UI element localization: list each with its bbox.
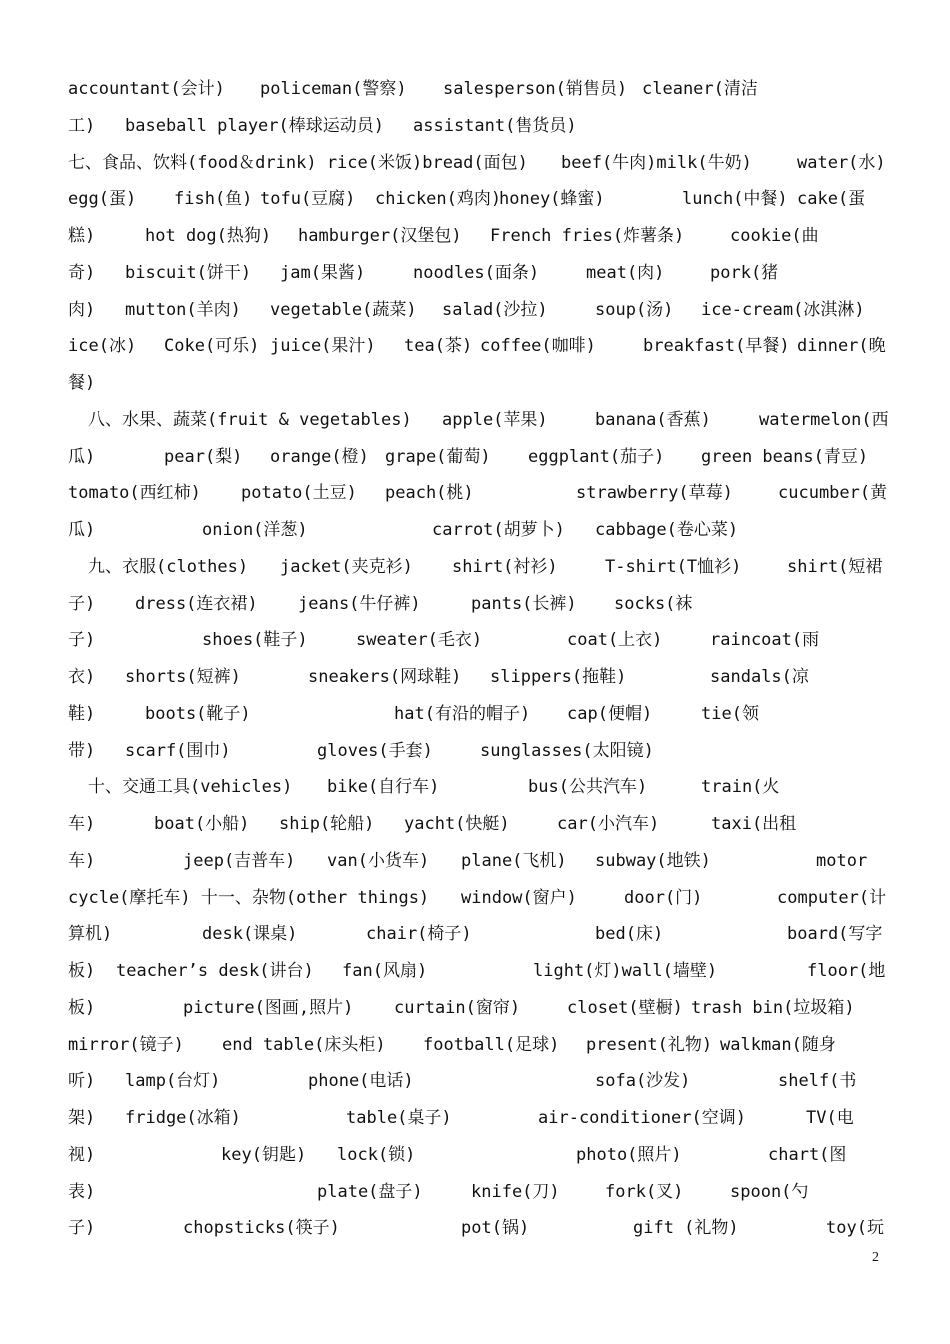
vocabulary-entry: peach(桃)	[385, 483, 474, 504]
vocabulary-entry: toy(玩	[826, 1218, 884, 1239]
vocabulary-entry: strawberry(草莓)	[576, 483, 733, 504]
vocabulary-entry: window(窗户)	[461, 887, 577, 908]
vocabulary-entry: salesperson(销售员)	[443, 79, 628, 99]
vocabulary-entry: shelf(书	[778, 1071, 857, 1092]
vocabulary-entry: scarf(围巾)	[125, 740, 231, 761]
vocabulary-entry: walkman(随身	[720, 1034, 836, 1055]
vocabulary-entry: hat(有沿的帽子)	[394, 703, 531, 724]
vocabulary-entry: lamp(台灯)	[125, 1071, 221, 1092]
vocabulary-entry: present(礼物)	[586, 1034, 713, 1055]
vocabulary-entry: boat(小船)	[154, 814, 250, 834]
vocabulary-entry: desk(课桌)	[202, 924, 298, 945]
vocabulary-entry: sneakers(网球鞋)	[308, 667, 462, 687]
vocabulary-entry: accountant(会计)	[68, 79, 225, 99]
vocabulary-entry: 九、衣服(clothes)	[88, 556, 249, 577]
vocabulary-entry: train(火	[701, 777, 780, 798]
text-line	[0, 408, 950, 436]
vocabulary-entry: dress(连衣裙)	[135, 593, 258, 614]
vocabulary-entry: 板)	[68, 961, 96, 981]
vocabulary-entry: egg(蛋)	[68, 189, 137, 210]
text-line	[0, 518, 950, 546]
vocabulary-entry: honey(蜂蜜)	[499, 189, 605, 210]
vocabulary-entry: shirt(短裙	[787, 556, 883, 577]
vocabulary-entry: 七、食品、饮料(food＆drink) rice(米饭)bread(面包)	[68, 152, 528, 173]
text-line	[0, 592, 950, 620]
vocabulary-entry: phone(电话)	[308, 1071, 414, 1092]
text-line	[0, 812, 950, 840]
vocabulary-entry: sweater(毛衣)	[356, 630, 483, 651]
text-line	[0, 702, 950, 730]
vocabulary-entry: vegetable(蔬菜)	[270, 299, 417, 320]
vocabulary-entry: soup(汤)	[595, 299, 674, 320]
vocabulary-entry: chart(图	[768, 1144, 847, 1165]
text-line	[0, 187, 950, 215]
text-line	[0, 1106, 950, 1134]
vocabulary-entry: chopsticks(筷子)	[183, 1218, 340, 1239]
text-line	[0, 996, 950, 1024]
vocabulary-entry: water(水)	[797, 152, 886, 173]
text-line	[0, 1033, 950, 1061]
text-line	[0, 665, 950, 693]
vocabulary-entry: shirt(衬衫)	[452, 556, 558, 577]
vocabulary-entry: 听)	[68, 1071, 96, 1092]
vocabulary-entry: 算机)	[68, 924, 113, 945]
vocabulary-entry: 表)	[68, 1181, 96, 1202]
vocabulary-entry: subway(地铁)	[595, 850, 711, 871]
vocabulary-entry: apple(苹果)	[442, 409, 548, 430]
vocabulary-entry: French fries(炸薯条)	[490, 226, 685, 246]
text-line	[0, 371, 950, 399]
vocabulary-entry: 十、交通工具(vehicles)	[88, 777, 293, 798]
vocabulary-entry: shoes(鞋子)	[202, 630, 308, 651]
text-line	[0, 1216, 950, 1244]
vocabulary-entry: ice-cream(冰淇淋)	[701, 299, 865, 320]
vocabulary-entry: jacket(夹克衫)	[280, 556, 413, 577]
vocabulary-entry: tea(茶)	[404, 336, 473, 357]
vocabulary-entry: 板)	[68, 997, 96, 1018]
vocabulary-entry: car(小汽车)	[557, 814, 660, 834]
vocabulary-entry: socks(袜	[614, 593, 693, 614]
vocabulary-entry: raincoat(雨	[710, 630, 820, 651]
vocabulary-entry: board(写字	[787, 924, 883, 945]
vocabulary-entry: slippers(拖鞋)	[490, 667, 627, 687]
text-line	[0, 261, 950, 289]
vocabulary-entry: 糕)	[68, 226, 96, 246]
vocabulary-entry: plane(飞机)	[461, 850, 567, 871]
vocabulary-entry: jam(果酱)	[280, 262, 366, 283]
vocabulary-entry: air-conditioner(空调)	[538, 1108, 746, 1128]
vocabulary-entry: cleaner(清洁	[642, 79, 758, 99]
vocabulary-entry: breakfast(早餐)	[643, 336, 790, 357]
vocabulary-entry: 车)	[68, 814, 96, 834]
text-line	[0, 298, 950, 326]
vocabulary-entry: photo(照片)	[576, 1144, 682, 1165]
vocabulary-entry: jeans(牛仔裤)	[298, 593, 421, 614]
vocabulary-entry: 瓜)	[68, 446, 96, 467]
vocabulary-entry: salad(沙拉)	[442, 299, 548, 320]
vocabulary-entry: end table(床头柜)	[222, 1034, 386, 1055]
text-line	[0, 775, 950, 803]
vocabulary-entry: cucumber(黄	[778, 483, 888, 504]
vocabulary-entry: coffee(咖啡)	[480, 336, 596, 357]
vocabulary-entry: shorts(短裤)	[125, 667, 241, 687]
vocabulary-entry: coat(上衣)	[567, 630, 663, 651]
vocabulary-entry: football(足球)	[423, 1034, 560, 1055]
vocabulary-entry: motor	[816, 850, 868, 871]
vocabulary-entry: trash bin(垃圾箱)	[691, 997, 855, 1018]
vocabulary-entry: orange(橙)	[270, 446, 369, 467]
vocabulary-entry: hamburger(汉堡包)	[298, 226, 462, 246]
vocabulary-entry: key(钥匙)	[221, 1144, 307, 1165]
text-line	[0, 481, 950, 509]
vocabulary-entry: van(小货车)	[327, 850, 430, 871]
vocabulary-entry: hot dog(热狗)	[145, 226, 272, 246]
vocabulary-entry: 带)	[68, 740, 96, 761]
vocabulary-entry: 肉)	[68, 299, 96, 320]
vocabulary-entry: 餐)	[68, 373, 96, 393]
text-line	[0, 1069, 950, 1097]
vocabulary-entry: pants(长裤)	[471, 593, 577, 614]
vocabulary-entry: dinner(晚	[797, 336, 886, 357]
vocabulary-entry: 子)	[68, 593, 96, 614]
vocabulary-entry: floor(地	[807, 961, 886, 981]
text-line	[0, 1143, 950, 1171]
vocabulary-entry: curtain(窗帘)	[394, 997, 521, 1018]
vocabulary-entry: noodles(面条)	[413, 262, 540, 283]
vocabulary-entry: spoon(勺	[730, 1181, 809, 1202]
vocabulary-entry: sunglasses(太阳镜)	[480, 740, 654, 761]
vocabulary-entry: lock(锁)	[337, 1144, 416, 1165]
vocabulary-entry: green beans(青豆)	[701, 446, 869, 467]
vocabulary-entry: picture(图画,照片)	[183, 997, 354, 1018]
text-line	[0, 445, 950, 473]
vocabulary-entry: potato(土豆)	[241, 483, 357, 504]
vocabulary-entry: plate(盘子)	[317, 1181, 423, 1202]
text-line	[0, 922, 950, 950]
vocabulary-entry: meat(肉)	[586, 262, 665, 283]
text-line	[0, 886, 950, 914]
vocabulary-entry: 奇)	[68, 262, 96, 283]
vocabulary-entry: ice(冰)	[68, 336, 137, 357]
vocabulary-entry: yacht(快艇)	[404, 814, 510, 834]
vocabulary-entry: fish(鱼)	[174, 189, 253, 210]
vocabulary-entry: teacher’s desk(讲台)	[116, 961, 314, 981]
text-line	[0, 114, 950, 142]
vocabulary-entry: eggplant(茄子)	[528, 446, 665, 467]
vocabulary-entry: sandals(凉	[710, 667, 809, 687]
vocabulary-entry: gloves(手套)	[317, 740, 433, 761]
text-line	[0, 151, 950, 179]
text-line	[0, 334, 950, 362]
vocabulary-entry: light(灯)wall(墙壁)	[533, 961, 718, 981]
vocabulary-entry: boots(靴子)	[145, 703, 251, 724]
vocabulary-entry: 八、水果、蔬菜(fruit & vegetables)	[88, 409, 412, 430]
vocabulary-entry: baseball player(棒球运动员)	[125, 115, 384, 136]
vocabulary-entry: pork(猪	[710, 262, 779, 283]
vocabulary-entry: 瓜)	[68, 520, 96, 540]
vocabulary-entry: tomato(西红柿)	[68, 483, 201, 504]
vocabulary-entry: 子)	[68, 1218, 96, 1239]
vocabulary-entry: mutton(羊肉)	[125, 299, 241, 320]
vocabulary-entry: 视)	[68, 1144, 96, 1165]
vocabulary-entry: carrot(胡萝卜)	[432, 520, 565, 540]
vocabulary-entry: biscuit(饼干)	[125, 262, 252, 283]
vocabulary-entry: cookie(曲	[730, 226, 819, 246]
vocabulary-entry: jeep(吉普车)	[183, 850, 296, 871]
vocabulary-entry: mirror(镜子)	[68, 1034, 184, 1055]
vocabulary-entry: knife(刀)	[471, 1181, 560, 1202]
vocabulary-entry: onion(洋葱)	[202, 520, 308, 540]
vocabulary-entry: 衣)	[68, 667, 96, 687]
vocabulary-entry: bike(自行车)	[327, 777, 440, 798]
vocabulary-entry: chicken(鸡肉)	[375, 189, 502, 210]
vocabulary-entry: T-shirt(T恤衫)	[605, 556, 742, 577]
vocabulary-entry: bus(公共汽车)	[528, 777, 648, 798]
text-line	[0, 1180, 950, 1208]
vocabulary-entry: 车)	[68, 850, 96, 871]
vocabulary-entry: Coke(可乐)	[164, 336, 260, 357]
vocabulary-entry: cap(便帽)	[567, 703, 653, 724]
vocabulary-entry: policeman(警察)	[260, 79, 407, 99]
vocabulary-entry: chair(椅子)	[366, 924, 472, 945]
vocabulary-entry: banana(香蕉)	[595, 409, 711, 430]
page-number: 2	[872, 1250, 879, 1265]
vocabulary-entry: closet(壁橱)	[567, 997, 683, 1018]
vocabulary-entry: grape(葡萄)	[385, 446, 491, 467]
vocabulary-entry: cycle(摩托车) 十一、杂物(other things)	[68, 887, 430, 908]
vocabulary-entry: fridge(冰箱)	[125, 1108, 241, 1128]
vocabulary-entry: 鞋)	[68, 703, 96, 724]
text-line	[0, 224, 950, 252]
vocabulary-entry: assistant(售货员)	[413, 115, 577, 136]
vocabulary-entry: TV(电	[806, 1108, 854, 1128]
vocabulary-entry: computer(计	[777, 887, 887, 908]
vocabulary-entry: watermelon(西	[759, 409, 889, 430]
vocabulary-entry: bed(床)	[595, 924, 664, 945]
vocabulary-entry: table(桌子)	[346, 1108, 452, 1128]
vocabulary-entry: pot(锅)	[461, 1218, 530, 1239]
vocabulary-entry: cabbage(卷心菜)	[595, 520, 739, 540]
vocabulary-entry: sofa(沙发)	[595, 1071, 691, 1092]
vocabulary-entry: juice(果汁)	[270, 336, 376, 357]
text-line	[0, 628, 950, 656]
vocabulary-entry: 子)	[68, 630, 96, 651]
text-line	[0, 959, 950, 987]
vocabulary-entry: pear(梨)	[164, 446, 243, 467]
vocabulary-entry: 工)	[68, 115, 96, 136]
vocabulary-entry: fork(叉)	[605, 1181, 684, 1202]
vocabulary-entry: cake(蛋	[797, 189, 866, 210]
text-line	[0, 77, 950, 105]
vocabulary-entry: beef(牛肉)milk(牛奶)	[561, 152, 752, 173]
text-line	[0, 849, 950, 877]
text-line	[0, 555, 950, 583]
text-line	[0, 739, 950, 767]
vocabulary-entry: tofu(豆腐)	[260, 189, 356, 210]
vocabulary-entry: ship(轮船)	[279, 814, 375, 834]
vocabulary-entry: door(门)	[624, 887, 703, 908]
vocabulary-entry: 架)	[68, 1108, 96, 1128]
vocabulary-entry: fan(风扇)	[342, 961, 428, 981]
vocabulary-entry: tie(领	[701, 703, 759, 724]
vocabulary-entry: gift (礼物)	[633, 1218, 739, 1239]
vocabulary-entry: taxi(出租	[711, 814, 797, 834]
vocabulary-entry: lunch(中餐)	[682, 189, 788, 210]
